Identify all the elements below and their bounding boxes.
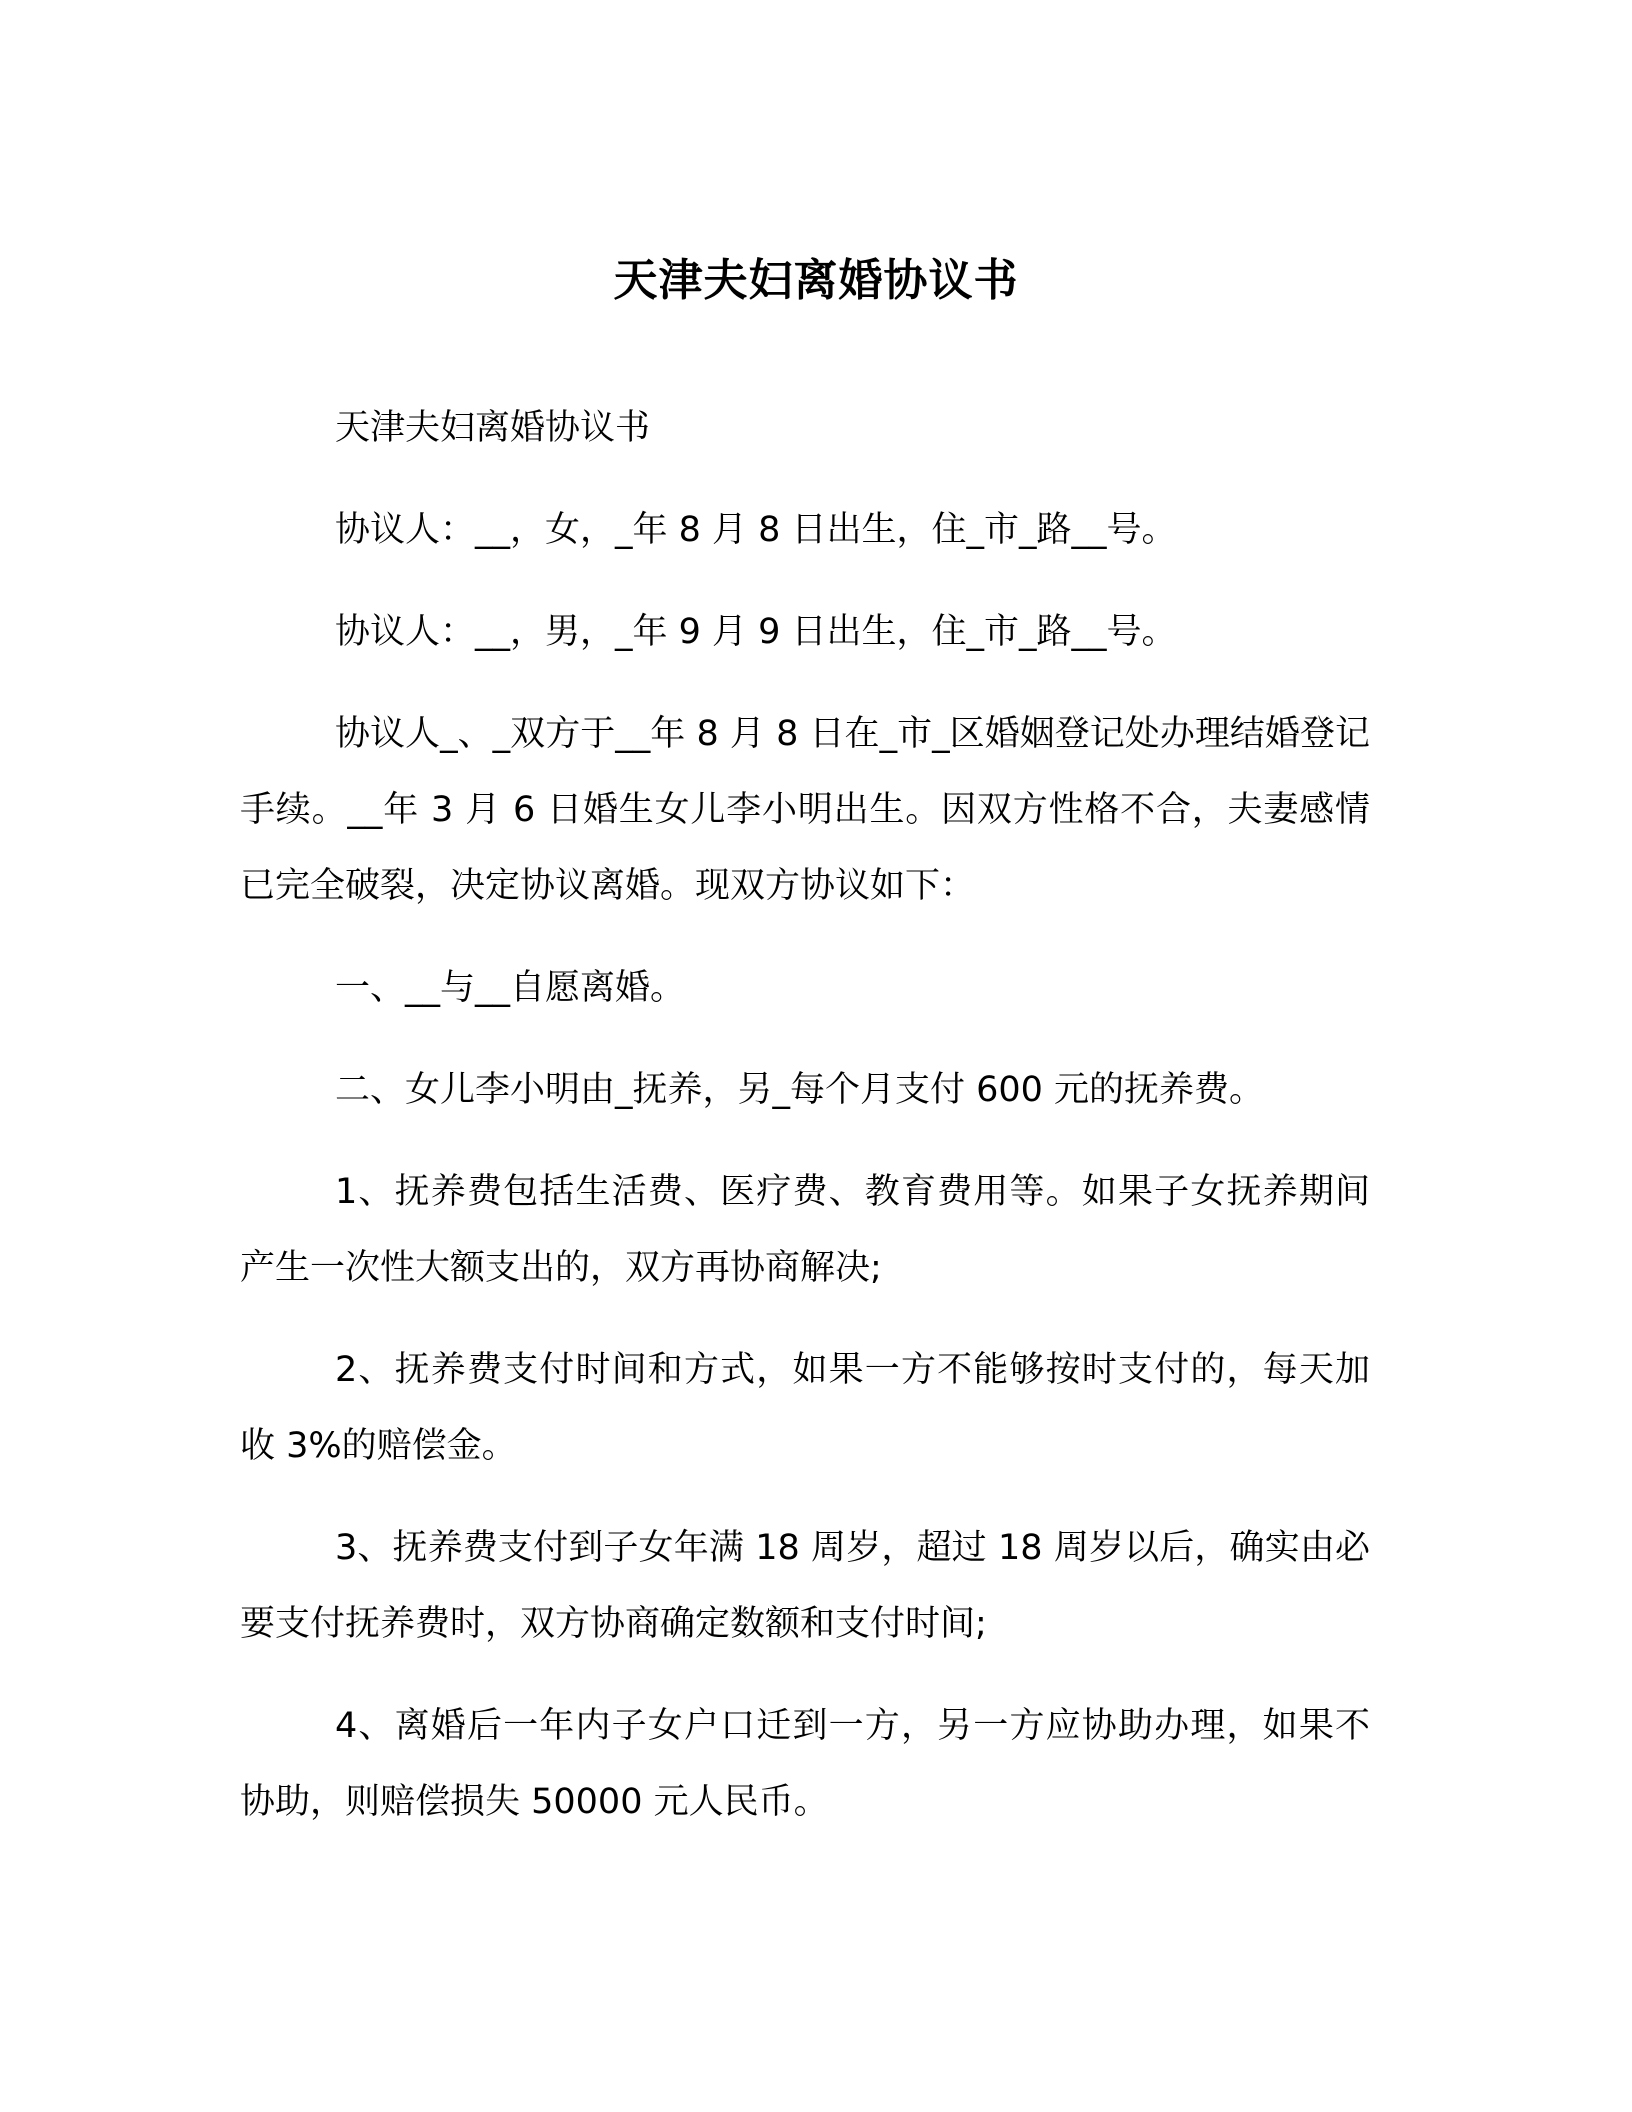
paragraph-clause-1: 一、__与__自愿离婚。 — [335, 968, 686, 1008]
paragraph-party-female: 协议人：__，女，_年 8 月 8 日出生，住_市_路__号。 — [335, 510, 1177, 550]
paragraph-party-male: 协议人：__，男，_年 9 月 9 日出生，住_市_路__号。 — [335, 612, 1177, 652]
paragraph-subclause-2: 2、抚养费支付时间和方式，如果一方不能够按时支付的，每天加收 3%的赔偿金。 — [240, 1350, 1370, 1466]
paragraph-subclause-3: 3、抚养费支付到子女年满 18 周岁，超过 18 周岁以后，确实由必要支付抚养费时，双方协商确定数额和支付时间; — [240, 1528, 1370, 1644]
paragraph-subclause-4: 4、离婚后一年内子女户口迁到一方，另一方应协助办理，如果不协助，则赔偿损失 50000 元人民币。 — [240, 1706, 1370, 1822]
document-title: 天津夫妇离婚协议书 — [613, 255, 1019, 307]
paragraph-heading: 天津夫妇离婚协议书 — [335, 408, 651, 448]
paragraph-clause-2: 二、女儿李小明由_抚养，另_每个月支付 600 元的抚养费。 — [335, 1070, 1265, 1110]
paragraph-background: 协议人_、_双方于__年 8 月 8 日在_市_区婚姻登记处办理结婚登记手续。__年 3 月 6 日婚生女儿李小明出生。因双方性格不合，夫妻感情已完全破裂，决定协议离婚。现双方协议如下： — [240, 714, 1370, 906]
document-body — [240, 390, 1370, 1866]
paragraph-subclause-1: 1、抚养费包括生活费、医疗费、教育费用等。如果子女抚养期间产生一次性大额支出的，双方再协商解决; — [240, 1172, 1370, 1288]
